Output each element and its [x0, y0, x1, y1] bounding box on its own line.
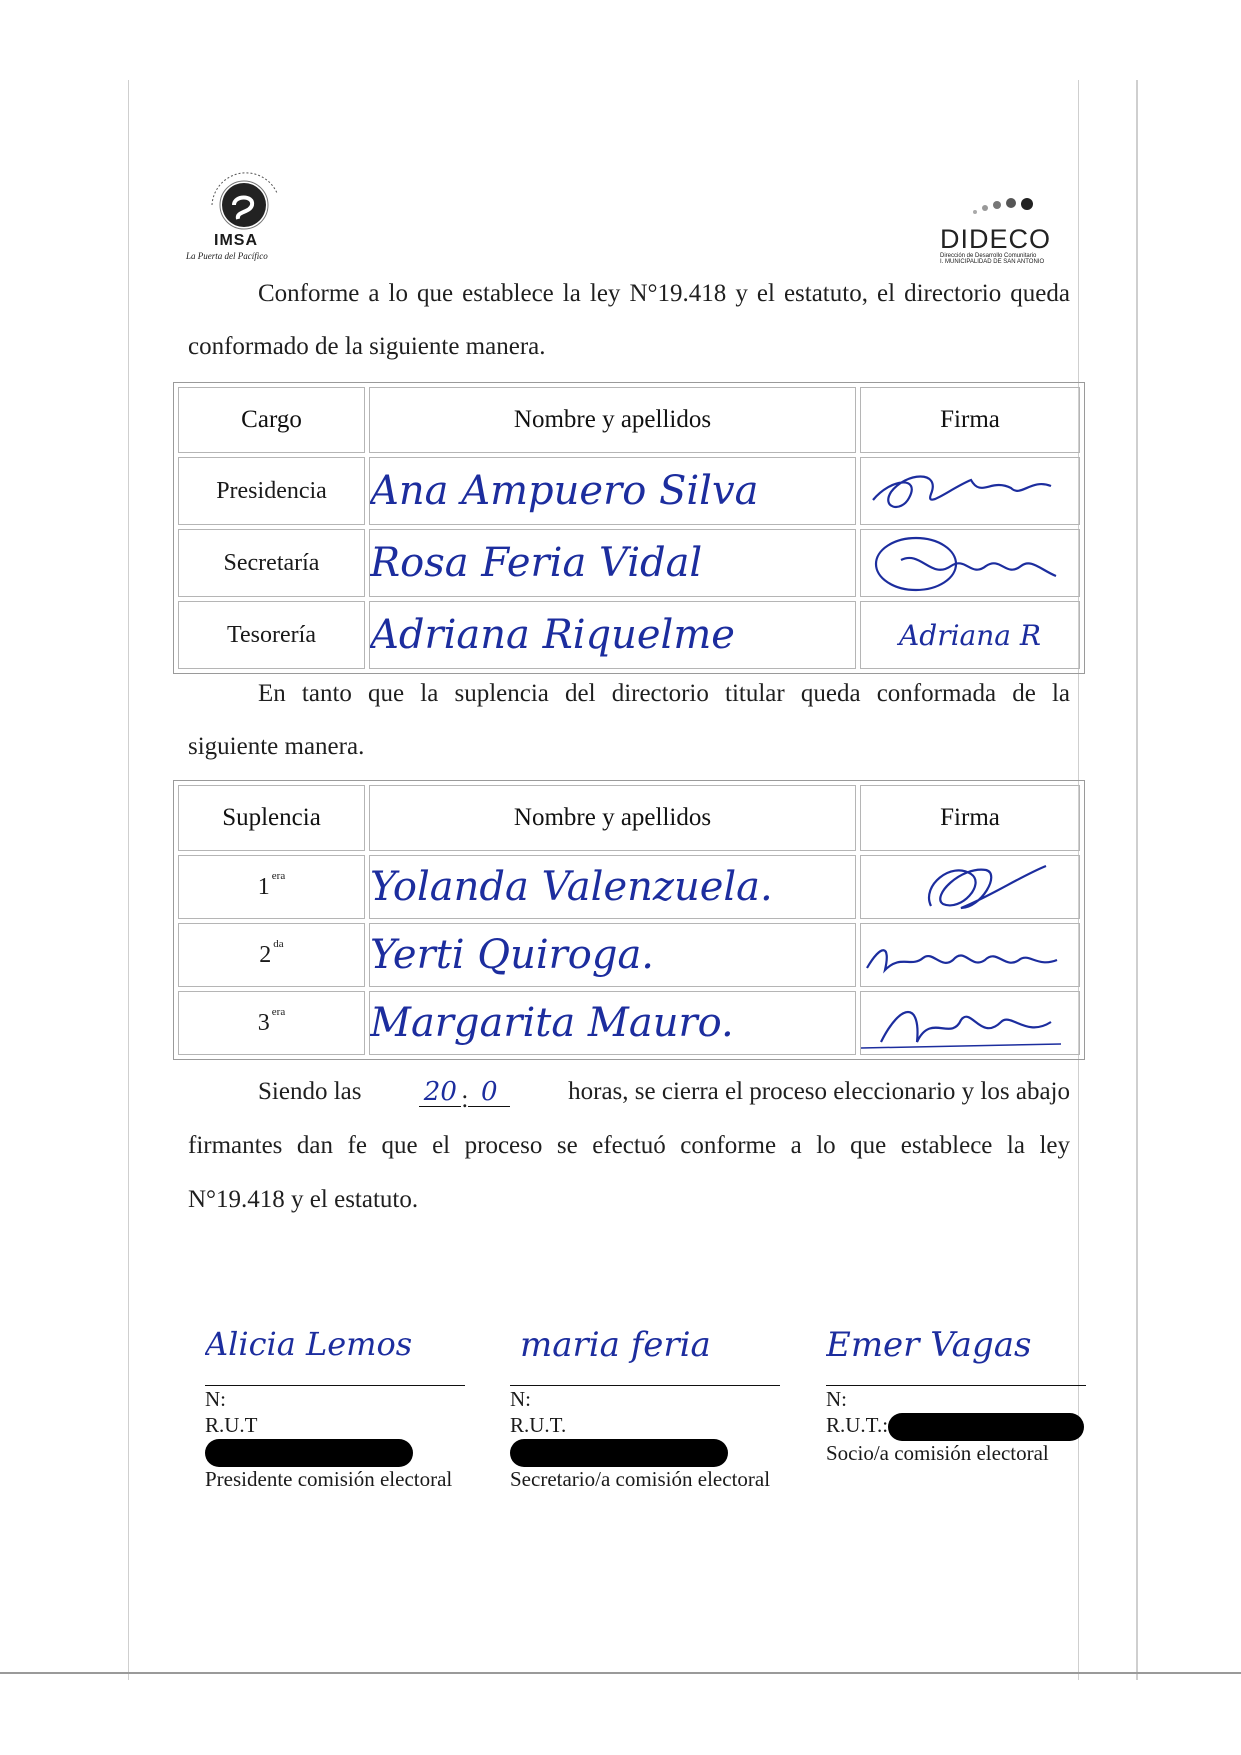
signature-mark	[861, 992, 1061, 1054]
header-nombre: Nombre y apellidos	[369, 785, 856, 851]
signature-cell	[860, 855, 1080, 919]
dideco-logo-text: DIDECO	[940, 224, 1052, 254]
table-row	[178, 855, 1080, 919]
imsa-motto: La Puerta del Pacífico	[186, 251, 268, 261]
ordinal-number: 1	[257, 873, 270, 900]
closing-hour: 20	[419, 1078, 461, 1107]
rut-line	[510, 1412, 770, 1467]
closing-line-1	[258, 1078, 1070, 1114]
dideco-logo	[940, 190, 1065, 265]
scan-edge-left	[128, 80, 129, 1680]
role-label: Socio/a comisión electoral	[826, 1441, 1049, 1466]
ordinal-suffix: era	[271, 1005, 286, 1018]
closing-time: 20 : 0	[419, 1078, 510, 1114]
directorio-header-row	[178, 387, 1080, 453]
dideco-dots-icon	[940, 190, 1060, 220]
cargo-cell: Secretaría	[178, 529, 365, 597]
handwritten-name: Adriana Riquelme	[369, 601, 856, 669]
suplencia-line-1: En tanto que la suplencia del directorio titular queda conformada de la	[258, 680, 1070, 707]
ordinal-cell	[178, 991, 365, 1055]
cargo-cell: Presidencia	[178, 457, 365, 525]
signature-text: Alicia Lemos	[205, 1325, 413, 1363]
handwritten-name: Ana Ampuero Silva	[369, 457, 856, 525]
intro-line-1: Conforme a lo que establece la ley N°19.418 y el estatuto, el directorio queda	[258, 280, 1070, 307]
table-row	[178, 601, 1080, 669]
closing-prefix: Siendo las	[258, 1078, 362, 1105]
rut-line	[205, 1412, 465, 1467]
signature-block-member	[826, 1325, 1086, 1466]
handwritten-name: Yerti Quiroga.	[369, 923, 856, 987]
header-firma: Firma	[860, 387, 1080, 453]
ordinal-cell	[178, 855, 365, 919]
closing-line-3: N°19.418 y el estatuto.	[188, 1186, 419, 1213]
signature-text: maria feria	[520, 1325, 711, 1365]
closing-minute: 0	[468, 1078, 510, 1107]
intro-line-2: conformado de la siguiente manera.	[188, 333, 546, 360]
header-cargo: Cargo	[178, 387, 365, 453]
signature-cell	[860, 529, 1080, 597]
cargo-cell: Tesorería	[178, 601, 365, 669]
suplencia-header-row	[178, 785, 1080, 851]
table-row	[178, 923, 1080, 987]
name-label: N:	[826, 1387, 847, 1411]
signature-block-secretary	[510, 1325, 770, 1492]
signature-mark	[861, 530, 1061, 596]
signature-cell	[860, 991, 1080, 1055]
rut-line	[826, 1412, 1086, 1441]
signature-text: Emer Vagas	[826, 1325, 1032, 1365]
ordinal-number: 3	[257, 1009, 270, 1036]
rut-label: R.U.T	[205, 1413, 258, 1437]
closing-suffix: horas, se cierra el proceso eleccionario y los abajo	[568, 1078, 1070, 1105]
rut-redaction	[510, 1439, 728, 1467]
suplencia-table	[173, 780, 1085, 1060]
rut-label: R.U.T.	[510, 1413, 567, 1437]
handwritten-name: Rosa Feria Vidal	[369, 529, 856, 597]
role-label: Secretario/a comisión electoral	[510, 1467, 771, 1492]
rut-redaction	[205, 1439, 413, 1467]
signature-mark	[861, 458, 1061, 524]
handwritten-name: Margarita Mauro.	[369, 991, 856, 1055]
ordinal-suffix: era	[271, 869, 286, 882]
table-row	[178, 529, 1080, 597]
name-label: N:	[205, 1387, 226, 1411]
table-row	[178, 991, 1080, 1055]
signature-block-president	[205, 1325, 465, 1492]
imsa-logo-text: IMSA	[214, 232, 258, 249]
signature-mark	[861, 856, 1061, 918]
signature-cell	[860, 457, 1080, 525]
directorio-table	[173, 382, 1085, 674]
header-nombre: Nombre y apellidos	[369, 387, 856, 453]
handwritten-name: Yolanda Valenzuela.	[369, 855, 856, 919]
header-firma: Firma	[860, 785, 1080, 851]
suplencia-line-2: siguiente manera.	[188, 733, 365, 760]
rut-redaction	[888, 1413, 1084, 1441]
dideco-subtitle: Dirección de Desarrollo Comunitario	[940, 253, 1037, 259]
ordinal-number: 2	[259, 941, 272, 968]
scan-edge-bottom	[0, 1672, 1241, 1674]
closing-line-2: firmantes dan fe que el proceso se efectuó conforme a lo que establece la ley	[188, 1132, 1070, 1159]
scan-edge-right-outer	[1136, 80, 1138, 1680]
ordinal-cell	[178, 923, 365, 987]
imsa-logo	[186, 165, 302, 265]
rut-label: R.U.T.:	[826, 1413, 889, 1437]
signature-mark	[861, 924, 1061, 986]
signature-text: Adriana R	[860, 601, 1080, 669]
header-suplencia: Suplencia	[178, 785, 365, 851]
role-label: Presidente comisión electoral	[205, 1467, 453, 1492]
signature-cell	[860, 923, 1080, 987]
table-row	[178, 457, 1080, 525]
dideco-subtitle-2: I. MUNICIPALIDAD DE SAN ANTONIO	[940, 259, 1045, 265]
name-label: N:	[510, 1387, 531, 1411]
ordinal-suffix: da	[273, 937, 284, 950]
